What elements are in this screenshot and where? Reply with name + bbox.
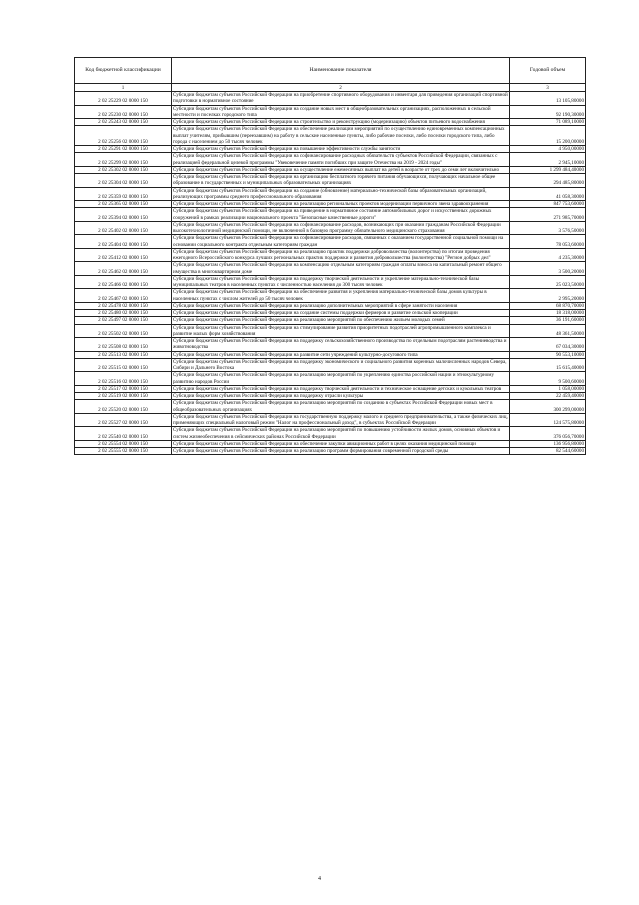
row-name: Субсидии бюджетам субъектов Российской Федерации на софинансирование расходов, возникающих при оказании гражданам Российской Федерации высокотехнологичной медицинской помощи, не включенной в базовую программу обязательного медицинского страхования: [172, 221, 510, 235]
row-name: Субсидии бюджетам субъектов Российской Федерации на реализацию мероприятий по созданию в субъектах Российской Федерации новых мест в общеобразовательных организациях: [172, 400, 510, 414]
row-code: 2 02 25256 02 0000 150: [75, 126, 172, 146]
row-code: 2 02 25515 02 0000 150: [75, 358, 172, 372]
row-code: 2 02 25462 02 0000 150: [75, 262, 172, 276]
table-row: [75, 174, 586, 188]
row-amount: 124 575,80000: [510, 413, 586, 427]
row-name: Субсидии бюджетам субъектов Российской Федерации на осуществление ежемесячных выплат на детей в возрасте от трех до семи лет включительно: [172, 166, 510, 173]
table-row: [75, 358, 586, 372]
row-name: Субсидии бюджетам субъектов Российской Федерации на создание (обновление) материально-технической базы образовательных организаций, реализующих программы среднего профессионального образования: [172, 187, 510, 201]
row-amount: 4 950,00000: [510, 146, 586, 153]
row-name: Субсидии бюджетам субъектов Российской Федерации на строительство и реконструкцию (модернизацию) объектов питьевого водоснабжения: [172, 119, 510, 126]
row-name: Субсидии бюджетам субъектов Российской Федерации на поддержку творческой деятельности и техническое оснащение детских и кукольных театров: [172, 385, 510, 392]
row-name: Субсидии бюджетам субъектов Российской Федерации на реализацию дополнительных мероприятий в сфере занятости населения: [172, 302, 510, 309]
row-amount: 300 299,00000: [510, 400, 586, 414]
row-amount: 25 023,50000: [510, 275, 586, 289]
row-code: 2 02 25412 02 0000 150: [75, 248, 172, 262]
row-name: Субсидии бюджетам субъектов Российской Федерации на поддержку творческой деятельности и укрепление материально-технической базы муниципальных театров в населенных пунктах с численностью населения до 300 тысяч человек: [172, 275, 510, 289]
row-name: Субсидии бюджетам субъектов Российской Федерации на создание системы поддержки фермеров и развитие сельской кооперации: [172, 310, 510, 317]
table-row: [75, 351, 586, 358]
row-amount: 1 058,00000: [510, 385, 586, 392]
row-amount: 13 105,80000: [510, 92, 586, 106]
row-name: Субсидии бюджетам субъектов Российской Федерации на поддержку отрасли культуры: [172, 393, 510, 400]
header-amount: Годовой объем: [510, 58, 586, 84]
column-number: 3: [510, 84, 586, 92]
row-amount: 294 485,80000: [510, 174, 586, 188]
row-code: 2 02 25402 02 0000 150: [75, 221, 172, 235]
table-row: [75, 119, 586, 126]
table-row: [75, 393, 586, 400]
row-amount: 3 576,50000: [510, 221, 586, 235]
row-name: Субсидии бюджетам субъектов Российской Федерации на приобретение спортивного оборудования и инвентаря для приведения организаций спортивной подготовки в нормативное состояние: [173, 92, 508, 105]
row-name: Субсидии бюджетам субъектов Российской Федерации на реализацию мероприятий по повышению устойчивости жилых домов, основных объектов и систем жизнеобеспечения в сейсмических районах Российской Федерации: [172, 427, 510, 441]
row-amount: 15 615,40000: [510, 358, 586, 372]
row-name: Субсидии бюджетам субъектов Российской Федерации на компенсацию отдельным категориям граждан оплаты взноса на капитальный ремонт общего имущества в многоквартирном доме: [172, 262, 510, 276]
header-code: Код бюджетной классификации: [75, 58, 172, 84]
table-row: [75, 413, 586, 427]
row-name: Субсидии бюджетам субъектов Российской Федерации на софинансирование расходов, связанных с оказанием государственной социальной помощи на основании социального контракта отдельным категориям граждан: [172, 235, 510, 249]
table-row: [75, 289, 586, 303]
table-row: [75, 302, 586, 309]
row-amount: 90 553,10000: [510, 351, 586, 358]
row-code: 2 02 25520 02 0000 150: [75, 400, 172, 414]
row-code: 2 02 25304 02 0000 150: [75, 174, 172, 188]
table-row: [75, 262, 586, 276]
row-amount: 2 995,20000: [510, 289, 586, 303]
header-row: [75, 58, 586, 84]
row-name: Субсидии бюджетам субъектов Российской Федерации на государственную поддержку малого и среднего предпринимательства, а также физических лиц, применяющих специальный налоговый режим "Налог на профессиональный доход", в субъектах Российской Федерации: [173, 413, 508, 426]
row-name: Субсидии бюджетам субъектов Российской Федерации на стимулирование развития приоритетных подотраслей агропромышленного комплекса и развитие малых форм хозяйствования: [172, 324, 510, 338]
row-name: Субсидии бюджетам субъектов Российской Федерации на реализацию практик поддержки добровольчества (волонтерства) по итогам проведения ежегодного Всероссийского конкурса лучших региональных практик поддержки и развития добровольчества (волонтерства) "Регион добрых дел": [172, 248, 510, 262]
row-amount: 3 500,20000: [510, 262, 586, 276]
table-row: [75, 146, 586, 153]
row-amount: 82 544,60000: [510, 448, 586, 455]
row-code: 2 02 25480 02 0000 150: [75, 310, 172, 317]
row-code: 2 02 25527 02 0000 150: [75, 413, 172, 427]
page-number: 4: [318, 876, 321, 882]
column-number: 1: [75, 84, 172, 92]
table-row: [75, 338, 586, 352]
column-number-row: [75, 84, 586, 92]
budget-table: [74, 57, 586, 455]
row-name: Субсидии бюджетам субъектов Российской Федерации на реализацию мероприятий по укреплению единства российской нации и этнокультурному развитию народов России: [172, 372, 510, 386]
row-code: 2 02 25302 02 0000 150: [75, 166, 172, 173]
row-amount: 67 034,30000: [510, 338, 586, 352]
row-amount: 15 200,00000: [510, 126, 586, 146]
row-name: Субсидии бюджетам субъектов Российской Федерации на обеспечение реализации мероприятий по осуществлению единовременных компенсационных выплат учителям, прибывшим (переехавшим) на работу в сельские населенные пункты, либо рабочие поселки, либо поселки городского типа, либо города с населением до 50 тысяч человек: [172, 126, 510, 146]
row-name: Субсидии бюджетам субъектов Российской Федерации на реализацию мероприятий по обеспечению жильем молодых семей: [172, 317, 510, 324]
row-amount: 136 956,80000: [510, 440, 586, 447]
table-row: [75, 310, 586, 317]
table-body: [75, 92, 586, 455]
row-code: 2 02 25513 02 0000 150: [75, 351, 172, 358]
row-code: 2 02 25497 02 0000 150: [75, 317, 172, 324]
row-code: 2 02 25516 02 0000 150: [75, 372, 172, 386]
row-name: Субсидии бюджетам субъектов Российской Федерации на обеспечение развития и укрепления материально-технической базы домов культуры в населенных пунктах с числом жителей до 50 тысяч человек: [172, 289, 510, 303]
table-row: [75, 324, 586, 338]
row-code: 2 02 25243 02 0000 150: [75, 119, 172, 126]
table-row: [75, 440, 586, 447]
row-amount: 78 053,60000: [510, 235, 586, 249]
table-row: [75, 166, 586, 173]
table-row: [75, 385, 586, 392]
row-code: 2 02 25291 02 0000 150: [75, 146, 172, 153]
column-number: 2: [172, 84, 510, 92]
table-row: [75, 317, 586, 324]
row-amount: 18 318,00000: [510, 310, 586, 317]
row-name: Субсидии бюджетам субъектов Российской Федерации на поддержку экономического и социального развития коренных малочисленных народов Севера, Сибири и Дальнего Востока: [172, 358, 510, 372]
table-row: [75, 275, 586, 289]
row-amount: 376 056,70000: [510, 427, 586, 441]
table-row: [75, 400, 586, 414]
row-code: 2 02 25466 02 0000 150: [75, 275, 172, 289]
row-name: Субсидии бюджетам субъектов Российской Федерации на приведение в нормативное состояние автомобильных дорог и искусственных дорожных сооружений в рамках реализации национального проекта "Безопасные качественные дороги": [172, 208, 510, 222]
row-name: Субсидии бюджетам субъектов Российской Федерации на создание новых мест в общеобразовательных организациях, расположенных в сельской местности и поселках городского типа: [172, 105, 510, 119]
row-code: 2 02 25404 02 0000 150: [75, 235, 172, 249]
row-name: Субсидии бюджетам субъектов Российской Федерации на обеспечение закупки авиационных работ в целях оказания медицинской помощи: [172, 440, 510, 447]
row-code: 2 02 25478 02 0000 150: [75, 302, 172, 309]
row-code: 2 02 25394 02 0000 150: [75, 208, 172, 222]
header-name: Наименование показателя: [172, 58, 510, 84]
row-amount: 92 190,30000: [510, 105, 586, 119]
table-row: [75, 208, 586, 222]
table-row: [75, 105, 586, 119]
row-code: 2 02 25540 02 0000 150: [75, 427, 172, 441]
row-amount: 4 235,30000: [510, 248, 586, 262]
table-row: [75, 448, 586, 455]
table-row: [75, 221, 586, 235]
row-amount: 36 191,60000: [510, 317, 586, 324]
row-amount: 847 753,60000: [510, 201, 586, 208]
table-row: [75, 126, 586, 146]
row-amount: 71 089,10000: [510, 119, 586, 126]
row-name: Субсидии бюджетам субъектов Российской Федерации на развитие сети учреждений культурно-досугового типа: [172, 351, 510, 358]
row-name: Субсидии бюджетам субъектов Российской Федерации на поддержку сельскохозяйственного производства по отдельным подотраслям растениеводства и животноводства: [172, 338, 510, 352]
row-code: 2 02 25555 02 0000 150: [75, 448, 172, 455]
row-name: Субсидии бюджетам субъектов Российской Федерации на реализацию программ формирования современной городской среды: [172, 448, 510, 455]
row-code: 2 02 25299 02 0000 150: [75, 153, 172, 167]
row-name: Субсидии бюджетам субъектов Российской Федерации на повышение эффективности службы занятости: [172, 146, 510, 153]
table-row: [75, 92, 586, 106]
table-row: [75, 235, 586, 249]
table-row: [75, 201, 586, 208]
table-row: [75, 187, 586, 201]
row-code: 2 02 25502 02 0000 150: [75, 324, 172, 338]
row-amount: 1 299 484,40000: [510, 166, 586, 173]
row-name: Субсидии бюджетам субъектов Российской Федерации на софинансирование расходных обязательств субъектов Российской Федерации, связанных с реализацией федеральной целевой программы "Увековечение памяти погибших при защите Отечества на 2019 - 2024 годы": [172, 153, 510, 167]
row-code: 2 02 25467 02 0000 150: [75, 289, 172, 303]
row-code: 2 02 25229 02 0000 150: [75, 92, 172, 106]
row-amount: 22 459,40000: [510, 393, 586, 400]
row-amount: 9 500,60000: [510, 372, 586, 386]
row-name: Субсидии бюджетам субъектов Российской Федерации на организацию бесплатного горячего питания обучающихся, получающих начальное общее образование в государственных и муниципальных образовательных организациях: [172, 174, 510, 188]
table-header: [75, 58, 586, 92]
row-amount: 48 361,50000: [510, 324, 586, 338]
row-code: 2 02 25508 02 0000 150: [75, 338, 172, 352]
row-name: Субсидии бюджетам субъектов Российской Федерации на реализацию региональных проектов модернизации первичного звена здравоохранения: [172, 201, 510, 208]
row-code: 2 02 25519 02 0000 150: [75, 393, 172, 400]
row-amount: 41 058,30000: [510, 187, 586, 201]
table-row: [75, 153, 586, 167]
row-code: 2 02 25365 02 0000 150: [75, 201, 172, 208]
row-code: 2 02 25517 02 0000 150: [75, 385, 172, 392]
row-code: 2 02 25554 02 0000 150: [75, 440, 172, 447]
row-amount: 271 985,70000: [510, 208, 586, 222]
table-row: [75, 372, 586, 386]
row-amount: 68 870,70000: [510, 302, 586, 309]
row-code: 2 02 25230 02 0000 150: [75, 105, 172, 119]
table-row: [75, 427, 586, 441]
row-code: 2 02 25359 02 0000 150: [75, 187, 172, 201]
row-amount: 2 945,10000: [510, 153, 586, 167]
table-row: [75, 248, 586, 262]
